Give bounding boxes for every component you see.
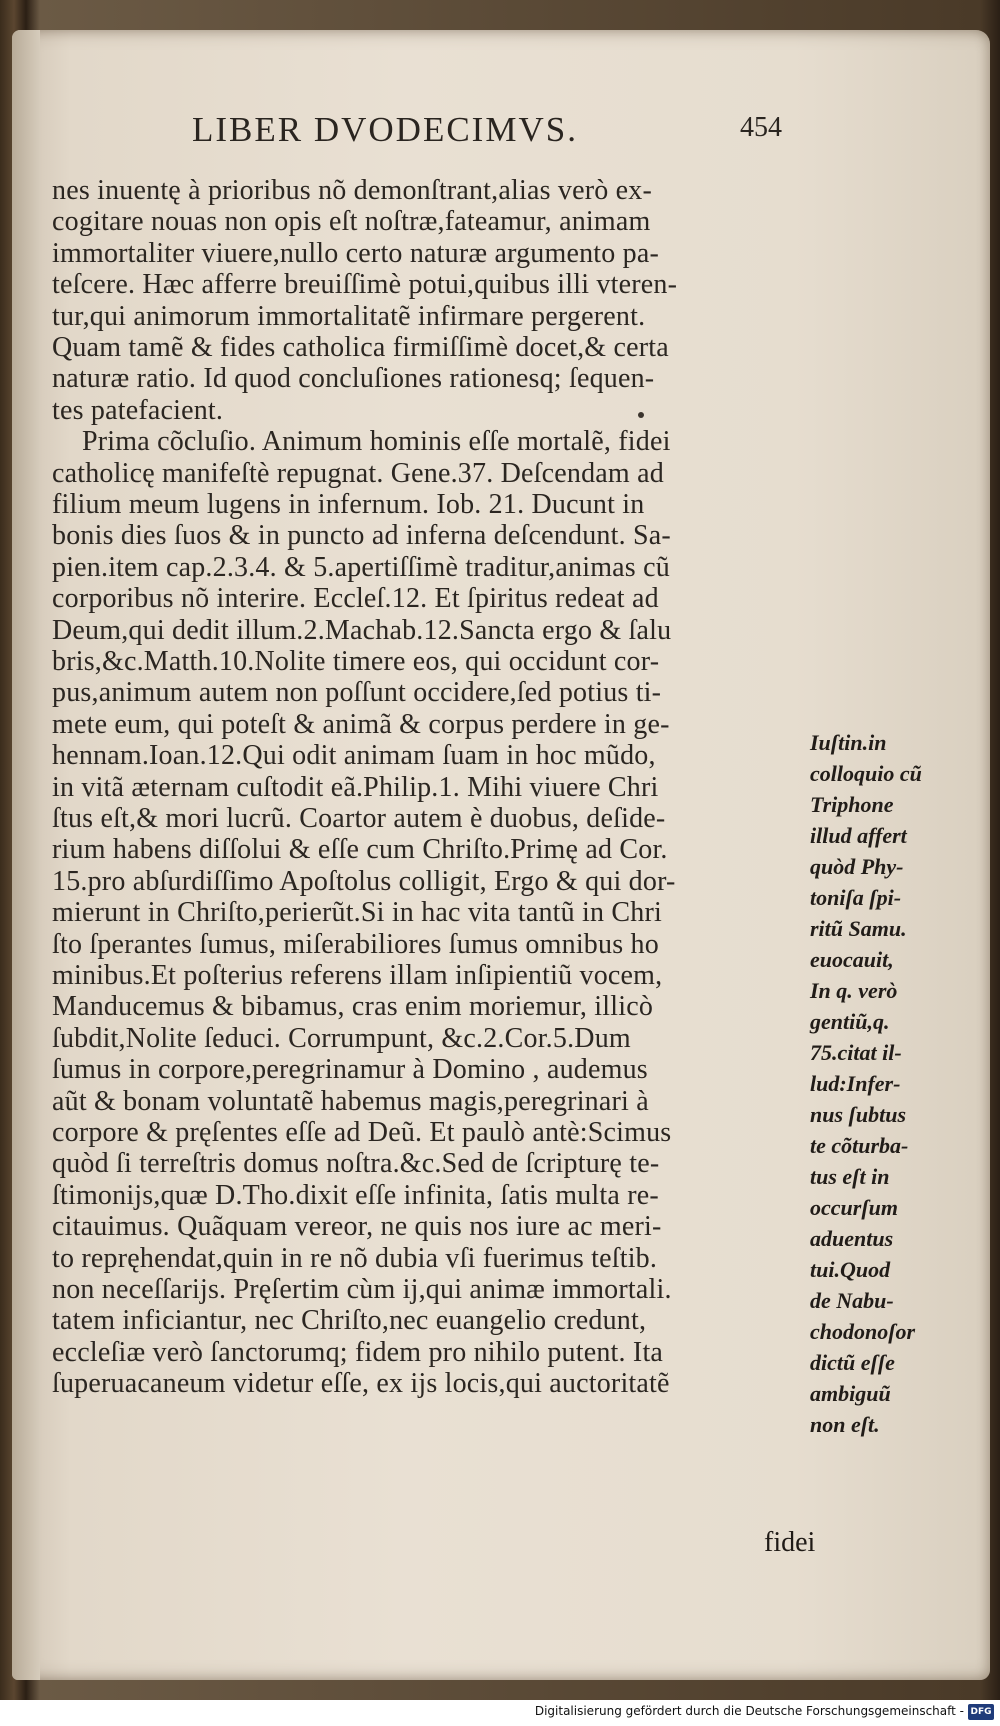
text-line: corporibus nõ interire. Eccleſ.12. Et ſpiritus redeat ad	[52, 583, 659, 615]
marginal-note-line: non eſt.	[810, 1412, 880, 1437]
marginal-note-line: tui.Quod	[810, 1257, 891, 1282]
funding-notice: Digitalisierung gefördert durch die Deutsche Forschungsgemeinschaft -	[534, 1704, 964, 1718]
text-line: mete eum, qui poteſt & animã & corpus perdere in ge-	[52, 708, 670, 740]
text-line: ſtimonijs,quæ D.Tho.dixit eſſe infinita, ſatis multa re-	[52, 1179, 659, 1211]
marginal-note-line: Triphone	[810, 792, 894, 817]
text-line: ſuperuacaneum videtur eſſe, ex ijs locis,qui auctoritatẽ	[52, 1368, 670, 1400]
text-line: filium meum lugens in infernum. Iob. 21. Ducunt in	[52, 489, 645, 520]
text-line: ſtus eſt,& mori lucrũ. Coartor autem è duobus, deſide-	[52, 803, 666, 834]
ink-dot	[638, 412, 644, 418]
marginal-note-line: In q. verò	[810, 978, 898, 1003]
text-line: in vitã æternam cuſtodit eã.Philip.1. Mihi viuere Chri	[52, 771, 659, 803]
marginal-note-line: te cõturba-	[810, 1133, 909, 1158]
text-line: immortaliter viuere,nullo certo naturæ argumento pa-	[52, 237, 660, 269]
text-line: tur,qui animorum immortalitatẽ infirmare pergerent.	[52, 300, 646, 332]
text-line: eccleſiæ verò ſanctorumq; fidem pro nihilo putent. Ita	[52, 1336, 664, 1368]
text-line: ſubdit,Nolite ſeduci. Corrumpunt, &c.2.Cor.5.Dum	[52, 1022, 631, 1054]
text-line: cogitare nouas non opis eſt noſtræ,fateamur, animam	[52, 206, 651, 238]
marginal-note-line: toniſa ſpi-	[810, 885, 902, 910]
text-line: naturæ ratio. Id quod concluſiones rationesq; ſequen-	[52, 363, 655, 395]
marginal-note-line: euocauit,	[810, 947, 894, 972]
marginal-note-line: Iuſtin.in	[810, 730, 887, 755]
text-line: tes patefacient.	[52, 394, 224, 426]
marginal-note-line: occurſum	[810, 1195, 898, 1220]
running-head-title: LIBER DVODECIMVS.	[192, 110, 578, 149]
text-line: Deum,qui dedit illum.2.Machab.12.Sancta ergo & ſalu	[52, 614, 672, 646]
marginal-note-line: ambiguũ	[810, 1381, 891, 1406]
marginal-note-line: gentiũ,q.	[810, 1009, 890, 1034]
page-number: 454	[740, 112, 782, 143]
marginal-note-line: quòd Phy-	[810, 854, 904, 879]
marginal-note-line: dictũ eſſe	[810, 1350, 895, 1375]
marginal-note-line: nus ſubtus	[810, 1102, 907, 1127]
text-line: non neceſſarijs. Pręſertim cùm ij,qui animæ immortali.	[52, 1274, 672, 1305]
book-page	[12, 30, 990, 1680]
catchword: fidei	[764, 1527, 816, 1558]
main-text-block	[52, 175, 812, 1575]
text-line: mierunt in Chriſto,perierũt.Si in hac vita tantũ in Chri	[52, 897, 662, 929]
marginal-note-line: de Nabu-	[810, 1288, 894, 1313]
text-line: catholicę manifeſtè repugnat. Gene.37. Deſcendam ad	[52, 457, 664, 489]
text-line: to repręhendat,quin in re nõ dubia vſi fuerimus teſtib.	[52, 1242, 658, 1274]
marginal-note-line: ritũ Samu.	[810, 916, 907, 941]
marginal-note	[810, 730, 950, 1437]
marginal-note-line: illud affert	[810, 823, 907, 848]
text-line: pus,animum autem non poſſunt occidere,ſed potius ti-	[52, 677, 662, 709]
text-line: Prima cõcluſio. Animum hominis eſſe mortalẽ, fidei	[82, 426, 671, 458]
text-line: teſcere. Hæc afferre breuiſſimè potui,quibus illi vteren-	[52, 269, 678, 301]
text-line: bris,&c.Matth.10.Nolite timere eos, qui occidunt cor-	[52, 646, 660, 677]
text-line: bonis dies ſuos & in puncto ad inferna deſcendunt. Sa-	[52, 520, 671, 552]
marginal-note-line: colloquio cũ	[810, 761, 922, 786]
text-line: quòd ſi terreſtris domus noſtra.&c.Sed de ſcripturę te-	[52, 1148, 660, 1180]
marginal-note-line: 75.citat il-	[810, 1040, 902, 1065]
running-head	[192, 110, 782, 170]
text-line: rium habens diſſolui & eſſe cum Chriſto.Primę ad Cor.	[52, 834, 668, 866]
footer-bar	[0, 1700, 1000, 1726]
text-line: hennam.Ioan.12.Qui odit animam ſuam in hoc mũdo,	[52, 740, 656, 772]
text-line: citauimus. Quãquam vereor, ne quis nos iure ac meri-	[52, 1211, 662, 1243]
marginal-note-line: aduentus	[810, 1226, 894, 1251]
marginal-note-line: chodonoſor	[810, 1319, 916, 1344]
text-line: 15.pro abſurdiſſimo Apoſtolus colligit, Ergo & qui dor-	[52, 865, 676, 897]
text-line: corpore & pręſentes eſſe ad Deũ. Et paulò antè:Scimus	[52, 1117, 672, 1148]
text-line: ſto ſperantes ſumus, miſerabiliores ſumus omnibus ho	[52, 928, 659, 960]
marginal-note-line: tus eſt in	[810, 1164, 890, 1189]
text-line: pien.item cap.2.3.4. & 5.apertiſſimè traditur,animas cũ	[52, 551, 670, 583]
text-line: minibus.Et poſterius referens illam inſipientiũ vocem,	[52, 960, 663, 991]
text-line: ſumus in corpore,peregrinamur à Domino , audemus	[52, 1054, 648, 1086]
text-line: Quam tamẽ & fides catholica firmiſſimè docet,& certa	[52, 332, 669, 363]
text-line: aũt & bonam voluntatẽ habemus magis,peregrinari à	[52, 1085, 649, 1117]
text-line: nes inuentę à prioribus nõ demonſtrant,alias verò ex-	[52, 175, 652, 206]
text-line: Manducemus & bibamus, cras enim moriemur, illicò	[52, 991, 654, 1023]
text-line: tatem inficiantur, nec Chriſto,nec euangelio credunt,	[52, 1305, 647, 1337]
page-gutter	[12, 30, 40, 1680]
marginal-note-line: lud:Infer-	[810, 1071, 901, 1096]
dfg-logo: DFG	[968, 1704, 994, 1720]
